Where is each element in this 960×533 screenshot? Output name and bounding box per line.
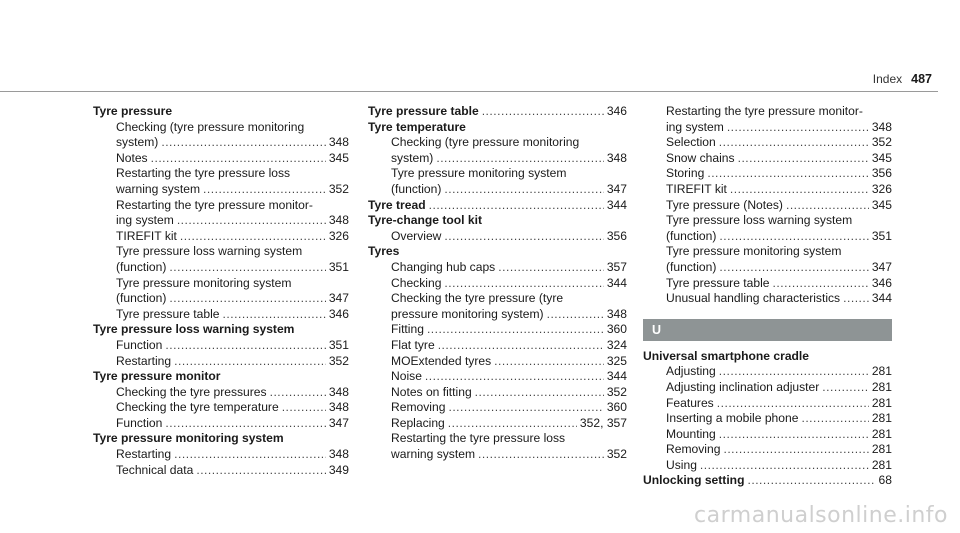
header-rule [0, 91, 938, 92]
page-ref[interactable]: 360 [606, 400, 627, 415]
leader-dots [723, 442, 868, 458]
entry-heading: Tyre pressure monitor [93, 369, 221, 384]
leader-dots [196, 463, 325, 479]
subentry [643, 244, 892, 275]
subentry [368, 385, 627, 401]
subentry-label: Fitting [391, 322, 424, 337]
page-ref[interactable]: 348 [328, 447, 349, 462]
leader-dots [165, 416, 325, 432]
subentry [93, 198, 349, 229]
subentry [93, 354, 349, 370]
subentry-label: Tyre pressure monitoring system [391, 166, 567, 181]
page-ref[interactable]: 347 [871, 259, 892, 274]
subentry-label: Checking (tyre pressure monitoring [391, 135, 580, 150]
leader-dots [174, 354, 326, 370]
index-entry-tyres-continued [643, 104, 892, 307]
index-column-3 [643, 104, 892, 489]
leader-dots [169, 260, 325, 276]
subentry-label: pressure monitoring system) [391, 306, 544, 321]
leader-dots [427, 322, 604, 338]
entry-heading: Tyre pressure loss warning system [93, 322, 295, 337]
page-ref[interactable]: 348 [606, 306, 627, 321]
leader-dots [161, 135, 325, 151]
page-ref[interactable]: 281 [871, 379, 892, 394]
index-entry-tyre-pressure-monitoring-system [93, 431, 349, 478]
subentry [368, 229, 627, 245]
index-entry-tyre-pressure-monitor [93, 369, 349, 431]
leader-dots [773, 276, 869, 292]
subentry-label: Restarting [116, 447, 172, 462]
subentry [93, 120, 349, 151]
subentry [93, 151, 349, 167]
subentry-label: Function [116, 337, 163, 352]
leader-dots [738, 151, 869, 167]
leader-dots [436, 151, 603, 167]
subentry [643, 396, 892, 412]
leader-dots [270, 385, 326, 401]
index-entry-unlocking-setting [643, 473, 892, 489]
leader-dots [223, 307, 326, 323]
subentry [368, 369, 627, 385]
subentry-label: TIREFIT kit [666, 181, 727, 196]
page-ref[interactable]: 351 [871, 228, 892, 243]
section-letter-u: U [643, 319, 892, 341]
page-ref[interactable]: 348 [606, 150, 627, 165]
page-ref[interactable]: 352, 357 [579, 415, 627, 430]
leader-dots [475, 385, 604, 401]
index-entry-tyre-pressure-loss-warning [93, 322, 349, 369]
leader-dots [700, 458, 869, 474]
page-ref[interactable]: 344 [871, 291, 892, 306]
subentry [93, 385, 349, 401]
index-column-1 [93, 104, 349, 478]
index-entry-tyre-temperature [368, 120, 627, 198]
subentry-label: Removing [666, 442, 721, 457]
subentry-label: system) [116, 135, 159, 150]
leader-dots [801, 411, 868, 427]
subentry-label: (function) [666, 228, 717, 243]
subentry-label: Technical data [116, 462, 194, 477]
page-ref[interactable]: 348 [328, 384, 349, 399]
page-ref[interactable]: 352 [871, 135, 892, 150]
page-ref[interactable]: 357 [606, 259, 627, 274]
page-ref[interactable]: 281 [871, 364, 892, 379]
subentry [643, 135, 892, 151]
subentry-label: Tyre pressure loss warning system [666, 213, 853, 228]
leader-dots [786, 198, 869, 214]
leader-dots [165, 338, 325, 354]
subentry-label: Using [666, 457, 697, 472]
page-ref[interactable]: 281 [871, 442, 892, 457]
page-ref[interactable]: 352 [328, 181, 349, 196]
subentry [643, 442, 892, 458]
subentry [643, 364, 892, 380]
subentry [368, 135, 627, 166]
subentry-label: Function [116, 415, 163, 430]
leader-dots [727, 120, 869, 136]
leader-dots [438, 338, 604, 354]
page-ref[interactable]: 356 [871, 166, 892, 181]
leader-dots [498, 260, 604, 276]
subentry [368, 354, 627, 370]
subentry-label: ing system [116, 213, 174, 228]
subentry-label: Notes [116, 150, 148, 165]
page-ref[interactable]: 348 [871, 119, 892, 134]
leader-dots [719, 229, 868, 245]
subentry [643, 291, 892, 307]
subentry-label: Restarting the tyre pressure loss [116, 166, 291, 181]
subentry-label: warning system [391, 447, 476, 462]
page-ref[interactable]: 352 [606, 384, 627, 399]
entry-heading: Unlocking setting [643, 473, 745, 488]
leader-dots [730, 182, 869, 198]
subentry-label: Tyre pressure table [116, 306, 220, 321]
leader-dots [719, 260, 868, 276]
subentry-label: Checking the tyre pressures [116, 384, 267, 399]
page-ref[interactable]: 281 [871, 457, 892, 472]
leader-dots [494, 354, 604, 370]
leader-dots [425, 369, 604, 385]
page-ref[interactable]: 345 [871, 197, 892, 212]
subentry [643, 166, 892, 182]
subentry [643, 198, 892, 214]
page-ref[interactable]: 349 [328, 462, 349, 477]
leader-dots [478, 447, 604, 463]
page-ref[interactable]: 348 [328, 213, 349, 228]
page-ref[interactable]: 345 [871, 150, 892, 165]
subentry-label: Tyre pressure table [666, 275, 770, 290]
subentry [643, 411, 892, 427]
page-ref[interactable]: 348 [328, 400, 349, 415]
subentry [368, 431, 627, 462]
page-ref[interactable]: 347 [328, 291, 349, 306]
page-ref[interactable]: 324 [606, 337, 627, 352]
page-ref[interactable]: 352 [606, 447, 627, 462]
entry-heading: Universal smartphone cradle [643, 348, 810, 363]
subentry-label: (function) [116, 259, 167, 274]
leader-dots [169, 291, 325, 307]
subentry-label: Selection [666, 135, 716, 150]
subentry-label: Restarting the tyre pressure monitor- [116, 197, 313, 212]
subentry-label: Checking the tyre temperature [116, 400, 279, 415]
entry-heading: Tyre-change tool kit [368, 213, 483, 228]
index-column-2 [368, 104, 627, 463]
page-ref[interactable]: 346 [871, 275, 892, 290]
index-entry-tyre-pressure-table [368, 104, 627, 120]
page-ref[interactable]: 326 [871, 181, 892, 196]
subentry-label: Changing hub caps [391, 259, 496, 274]
subentry-label: (function) [116, 291, 167, 306]
leader-dots [448, 416, 577, 432]
subentry-label: Restarting the tyre pressure monitor- [666, 104, 863, 118]
subentry [93, 447, 349, 463]
subentry [93, 338, 349, 354]
subentry [643, 104, 892, 135]
page-ref[interactable]: 351 [328, 259, 349, 274]
page-ref[interactable]: 281 [871, 411, 892, 426]
leader-dots [822, 380, 869, 396]
leader-dots [282, 400, 326, 416]
subentry [93, 463, 349, 479]
page-ref[interactable]: 352 [328, 353, 349, 368]
page-ref[interactable]: 344 [606, 197, 627, 212]
leader-dots [747, 473, 875, 489]
entry-heading: Tyre tread [368, 197, 426, 212]
entry-heading: Tyre pressure monitoring system [93, 431, 284, 446]
leader-dots [177, 213, 326, 229]
page-ref[interactable]: 346 [328, 306, 349, 321]
page-ref[interactable]: 344 [606, 275, 627, 290]
subentry-label: Adjusting inclination adjuster [666, 379, 820, 394]
subentry-label: TIREFIT kit [116, 228, 177, 243]
page-ref[interactable]: 326 [328, 228, 349, 243]
subentry-label: Tyre pressure monitoring system [116, 275, 292, 290]
page-ref[interactable]: 281 [871, 395, 892, 410]
leader-dots [547, 307, 604, 323]
index-entry-tyre-tread [368, 198, 627, 214]
page-ref[interactable]: 68 [878, 473, 892, 488]
watermark: carmanualsonline.info [694, 503, 948, 528]
entry-heading: Tyre temperature [368, 119, 466, 134]
subentry-label: Inserting a mobile phone [666, 411, 799, 426]
subentry-label: Adjusting [666, 364, 716, 379]
subentry [93, 229, 349, 245]
subentry-label: Unusual handling characteristics [666, 291, 841, 306]
page-ref[interactable]: 347 [606, 181, 627, 196]
index-entry-tyre-pressure [93, 104, 349, 322]
leader-dots [151, 151, 326, 167]
leader-dots [717, 396, 869, 412]
leader-dots [719, 364, 869, 380]
subentry [368, 322, 627, 338]
subentry-label: ing system [666, 119, 724, 134]
index-entry-universal-smartphone-cradle [643, 349, 892, 474]
subentry [93, 244, 349, 275]
subentry-label: Noise [391, 369, 422, 384]
subentry-label: Restarting the tyre pressure loss [391, 431, 566, 446]
page-ref[interactable]: 360 [606, 322, 627, 337]
header-label: Index [872, 72, 903, 86]
subentry [643, 213, 892, 244]
leader-dots [444, 276, 603, 292]
subentry-label: Overview [391, 228, 442, 243]
subentry [368, 260, 627, 276]
subentry-label: Replacing [391, 415, 445, 430]
leader-dots [444, 182, 603, 198]
subentry-label: Checking the tyre pressure (tyre [391, 291, 564, 306]
subentry [93, 166, 349, 197]
page-ref[interactable]: 351 [328, 337, 349, 352]
leader-dots [719, 135, 869, 151]
leader-dots [429, 198, 604, 214]
leader-dots [203, 182, 326, 198]
subentry-label: warning system [116, 181, 201, 196]
subentry-label: Features [666, 395, 714, 410]
subentry-label: (function) [391, 181, 442, 196]
subentry [93, 400, 349, 416]
subentry [368, 400, 627, 416]
leader-dots [444, 229, 603, 245]
subentry-label: Tyre pressure (Notes) [666, 197, 783, 212]
entry-heading: Tyres [368, 244, 400, 259]
subentry [93, 276, 349, 307]
leader-dots [180, 229, 326, 245]
subentry-label: Restarting [116, 353, 172, 368]
subentry [643, 182, 892, 198]
entry-heading: Tyre pressure table [368, 104, 479, 118]
leader-dots [707, 166, 868, 182]
subentry [643, 427, 892, 443]
subentry-label: Removing [391, 400, 446, 415]
subentry [93, 307, 349, 323]
page-ref[interactable]: 346 [606, 104, 627, 118]
leader-dots [843, 291, 869, 307]
page-ref[interactable]: 325 [606, 353, 627, 368]
subentry-label: MOExtended tyres [391, 353, 492, 368]
subentry [643, 151, 892, 167]
subentry [368, 276, 627, 292]
subentry-label: (function) [666, 259, 717, 274]
subentry-label: Checking [391, 275, 442, 290]
leader-dots [174, 447, 326, 463]
page-ref[interactable]: 281 [871, 426, 892, 441]
leader-dots [448, 400, 603, 416]
page-ref[interactable]: 356 [606, 228, 627, 243]
subentry [368, 338, 627, 354]
page-ref[interactable]: 348 [328, 135, 349, 150]
page-ref[interactable]: 347 [328, 415, 349, 430]
leader-dots [482, 104, 604, 120]
subentry [368, 416, 627, 432]
subentry-label: Notes on fitting [391, 384, 472, 399]
subentry-label: Tyre pressure loss warning system [116, 244, 303, 259]
subentry [368, 166, 627, 197]
subentry-label: Mounting [666, 426, 716, 441]
subentry-label: Snow chains [666, 150, 735, 165]
subentry-label: Flat tyre [391, 337, 435, 352]
subentry-label: Storing [666, 166, 705, 181]
subentry [93, 416, 349, 432]
leader-dots [719, 427, 869, 443]
entry-heading: Tyre pressure [93, 104, 173, 118]
subentry [643, 276, 892, 292]
subentry [368, 291, 627, 322]
page-ref[interactable]: 345 [328, 150, 349, 165]
page-number: 487 [911, 72, 932, 86]
subentry-label: Checking (tyre pressure monitoring [116, 119, 305, 134]
subentry-label: Tyre pressure monitoring system [666, 244, 842, 259]
page-header [873, 72, 932, 86]
index-entry-tyres [368, 244, 627, 462]
index-entry-tyre-change-tool-kit [368, 213, 627, 244]
subentry-label: system) [391, 150, 434, 165]
subentry [643, 458, 892, 474]
subentry [643, 380, 892, 396]
page-ref[interactable]: 344 [606, 369, 627, 384]
